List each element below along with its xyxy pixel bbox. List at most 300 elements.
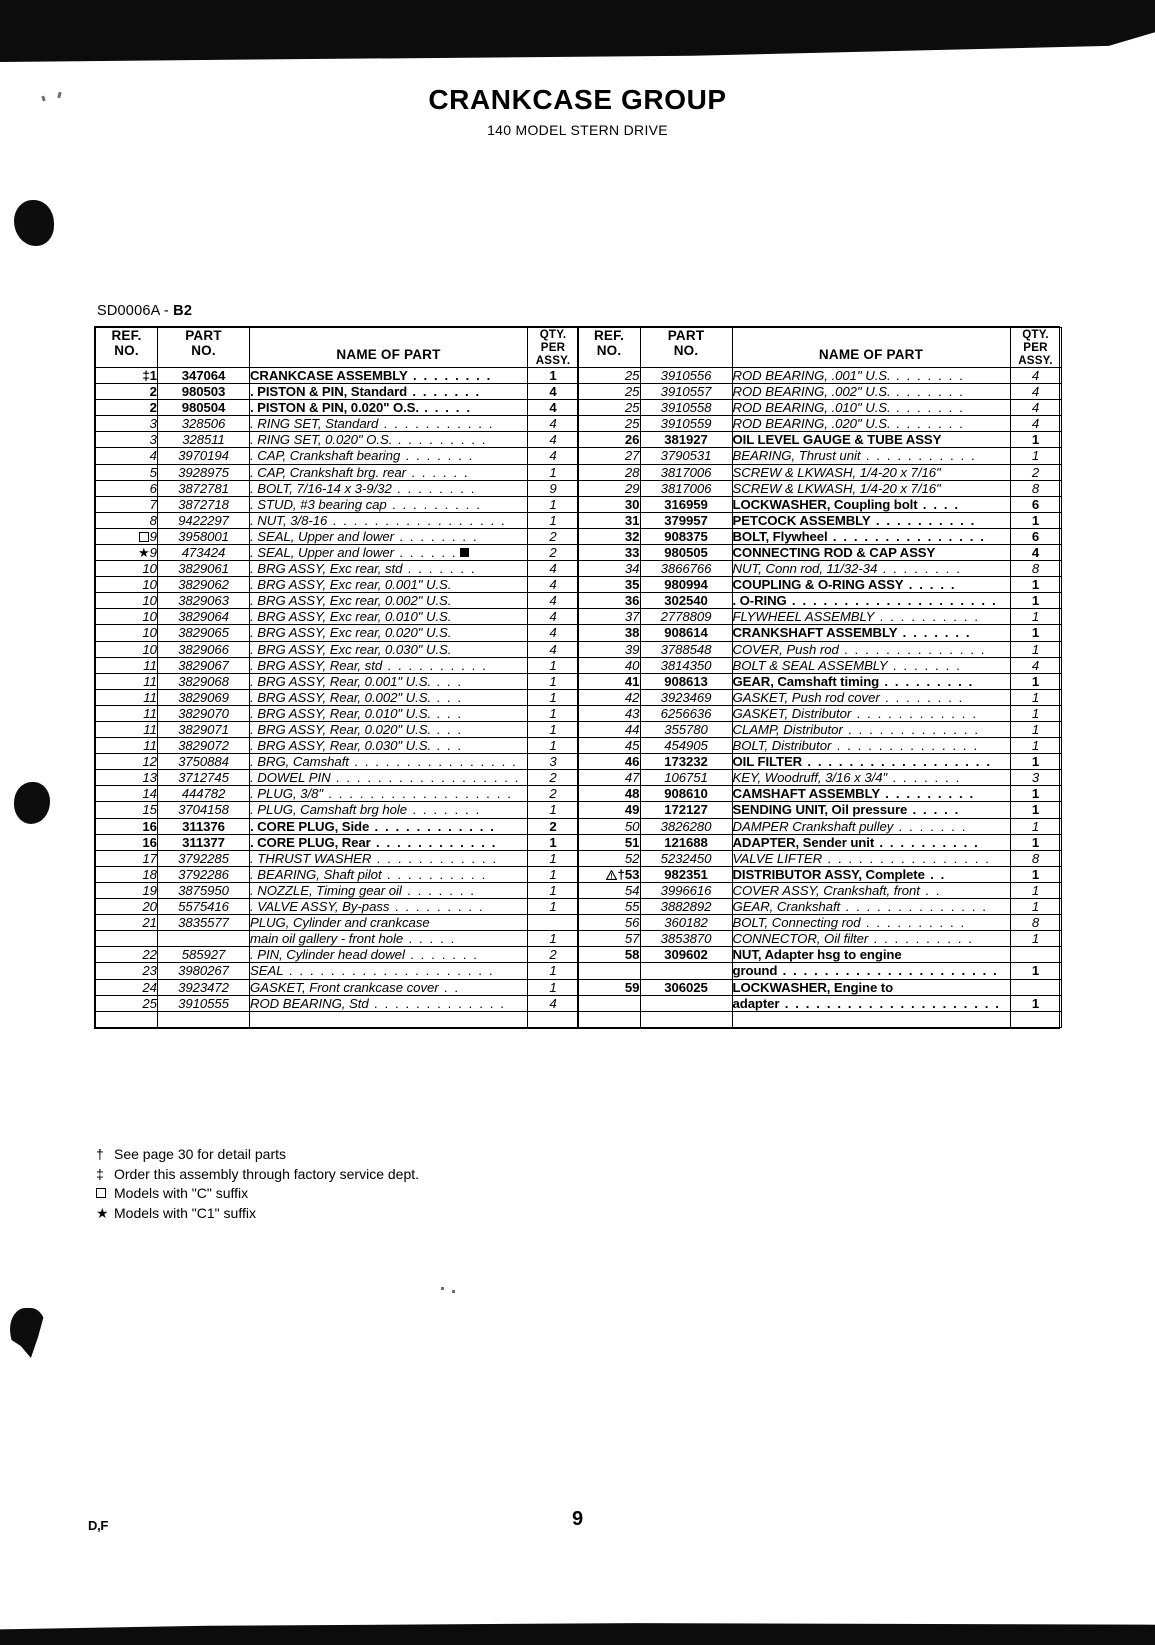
black-square-marker-icon	[460, 548, 469, 557]
cell-qty-per-assy: 1	[1010, 963, 1061, 979]
cell-name-of-part	[250, 866, 528, 882]
part-name-text: SCREW & LKWASH, 1/4-20 x 7/16"	[732, 480, 941, 496]
parts-table-row	[96, 577, 579, 593]
leader-dots: . . . . . . . . . . . .	[370, 834, 498, 850]
cell-qty-per-assy	[1010, 1011, 1061, 1027]
footnote-symbol-icon	[96, 1184, 114, 1204]
cell-part-no: 3704158	[158, 802, 250, 818]
part-name-text: SENDING UNIT, Oil pressure	[732, 802, 908, 818]
cell-qty-per-assy: 1	[1010, 577, 1061, 593]
cell-name-of-part	[732, 818, 1010, 834]
parts-table-row	[96, 915, 579, 931]
cell-name-of-part	[250, 496, 528, 512]
footnote-text: Models with "C1" suffix	[114, 1204, 256, 1221]
part-name-text: . NOZZLE, Timing gear oil	[250, 882, 402, 898]
cell-name-of-part	[250, 416, 528, 432]
leader-dots: . . . . . . . . . .	[874, 834, 980, 850]
cell-name-of-part	[250, 641, 528, 657]
column-header-qty-per-assy: QTY. PER ASSY.	[528, 328, 579, 368]
leader-dots: . . .	[431, 673, 463, 689]
cell-qty-per-assy: 1	[528, 464, 579, 480]
part-name-text: VALVE LIFTER	[732, 850, 823, 866]
leader-dots: . . . . . . . . . . . . . .	[840, 899, 988, 915]
cell-qty-per-assy: 2	[1010, 464, 1061, 480]
cell-ref-no: 20	[96, 899, 158, 915]
cell-part-no: 3910557	[640, 384, 732, 400]
part-name-text: adapter	[732, 995, 780, 1011]
parts-table-left-body	[96, 367, 579, 1027]
cell-name-of-part	[732, 1011, 1010, 1027]
cell-qty-per-assy: 1	[528, 512, 579, 528]
cell-name-of-part	[250, 931, 528, 947]
cell-qty-per-assy: 2	[528, 786, 579, 802]
parts-table-row	[578, 705, 1061, 721]
cell-name-of-part	[732, 673, 1010, 689]
part-name-text: GEAR, Camshaft timing	[732, 673, 880, 689]
cell-name-of-part	[732, 432, 1010, 448]
cell-name-of-part	[250, 432, 528, 448]
cell-ref-no: 27	[578, 448, 640, 464]
cell-part-no: 980504	[158, 400, 250, 416]
part-name-text: . BRG ASSY, Exc rear, 0.030" U.S.	[250, 641, 452, 657]
leader-dots: . . . . . . . . . . . . . . . .	[348, 754, 518, 770]
footnote-item	[96, 1204, 419, 1224]
detail-parts-dagger-icon: †	[617, 866, 625, 882]
leader-dots: . . . . . . .	[400, 448, 474, 464]
part-name-text: OIL FILTER	[732, 754, 803, 770]
parts-table-row	[96, 416, 579, 432]
cell-ref-no: 11	[96, 689, 158, 705]
cell-qty-per-assy: 1	[528, 722, 579, 738]
leader-dots: . . . . . . . . . . . .	[851, 705, 978, 721]
cell-ref-no: 26	[578, 432, 640, 448]
cell-qty-per-assy: 4	[528, 432, 579, 448]
cell-part-no: 3875950	[158, 882, 250, 898]
cell-part-no: 172127	[640, 802, 732, 818]
cell-name-of-part	[250, 400, 528, 416]
cell-ref-no: 45	[578, 738, 640, 754]
part-name-text: COVER, Push rod	[732, 641, 839, 657]
parts-table-row	[578, 367, 1061, 383]
cell-qty-per-assy: 1	[1010, 786, 1061, 802]
part-name-text: OIL LEVEL GAUGE & TUBE ASSY	[732, 432, 942, 448]
cell-name-of-part	[250, 770, 528, 786]
parts-table-row	[96, 834, 579, 850]
cell-ref-no: 59	[578, 979, 640, 995]
cell-name-of-part	[732, 754, 1010, 770]
part-name-text: . CORE PLUG, Side	[250, 818, 370, 834]
cell-ref-no: 2	[96, 384, 158, 400]
cell-part-no: 908614	[640, 625, 732, 641]
parts-table-row	[578, 464, 1061, 480]
cell-qty-per-assy: 1	[528, 657, 579, 673]
cell-ref-no: 2	[96, 400, 158, 416]
leader-dots: . . . . . . .	[890, 384, 965, 400]
cell-ref-no: 11	[96, 673, 158, 689]
parts-table-row	[96, 689, 579, 705]
cell-ref-no: 25	[578, 367, 640, 383]
cell-ref-no: 28	[578, 464, 640, 480]
part-name-text: ground	[732, 963, 778, 979]
cell-qty-per-assy: 1	[528, 689, 579, 705]
cell-qty-per-assy: 1	[1010, 641, 1061, 657]
cell-part-no: 3817006	[640, 464, 732, 480]
part-name-text: . VALVE ASSY, By-pass	[250, 899, 390, 915]
cell-ref-no: 13	[96, 770, 158, 786]
cell-qty-per-assy	[1010, 979, 1061, 995]
parts-table-row	[578, 963, 1061, 979]
figure-reference-suffix: B2	[173, 303, 193, 319]
cell-qty-per-assy: 1	[1010, 738, 1061, 754]
part-name-text: . PLUG, Camshaft brg hole	[250, 802, 408, 818]
cell-part-no	[640, 995, 732, 1011]
footnote-symbol-icon: ★	[96, 1204, 109, 1221]
cell-qty-per-assy: 1	[1010, 802, 1061, 818]
parts-table-row	[96, 512, 579, 528]
part-name-text: NUT, Conn rod, 11/32-34	[732, 561, 878, 577]
cell-ref-no: 18	[96, 866, 158, 882]
cell-part-no: 302540	[640, 593, 732, 609]
cell-ref-no: 7	[96, 496, 158, 512]
part-name-text: ROD BEARING, .002" U.S.	[732, 384, 891, 400]
footnote-text: Order this assembly through factory service dept.	[114, 1165, 420, 1182]
footnote-item	[96, 1165, 419, 1185]
leader-dots: . . . . . . .	[887, 657, 962, 673]
cell-part-no: 980505	[640, 544, 732, 560]
leader-dots: . . . . .	[907, 802, 960, 818]
cell-ref-no: 25	[578, 384, 640, 400]
page-title: CRANKCASE GROUP	[428, 84, 727, 115]
leader-dots: . . . . . . .	[407, 802, 481, 818]
parts-table-row	[96, 480, 579, 496]
cell-ref-no: 37	[578, 609, 640, 625]
cell-ref-no: 10	[96, 641, 158, 657]
cell-name-of-part	[732, 899, 1010, 915]
cell-name-of-part	[732, 689, 1010, 705]
cell-name-of-part	[250, 995, 528, 1011]
leader-dots: . . . .	[917, 496, 960, 512]
parts-table-row	[96, 528, 579, 544]
cell-qty-per-assy: 1	[528, 899, 579, 915]
cell-part-no: 3829068	[158, 673, 250, 689]
leader-dots: . . . . . . . .	[391, 480, 476, 496]
leader-dots: . . . . . . .	[887, 770, 961, 786]
parts-table-row	[578, 544, 1061, 560]
part-name-text: BOLT, Connecting rod	[732, 915, 861, 931]
cell-qty-per-assy: 8	[1010, 561, 1061, 577]
scan-artifact-blob	[14, 200, 54, 246]
cell-part-no: 3980267	[158, 963, 250, 979]
cell-name-of-part	[250, 673, 528, 689]
cell-name-of-part	[250, 561, 528, 577]
cell-ref-no: 57	[578, 931, 640, 947]
cell-qty-per-assy: 4	[1010, 367, 1061, 383]
cell-ref-no: 12	[96, 754, 158, 770]
part-name-text: . SEAL, Upper and lower	[250, 544, 394, 560]
cell-part-no: 381927	[640, 432, 732, 448]
leader-dots: . . . . .	[403, 931, 456, 947]
cell-part-no: 3882892	[640, 899, 732, 915]
cell-part-no: 3829066	[158, 641, 250, 657]
cell-name-of-part	[250, 689, 528, 705]
parts-table-row	[96, 561, 579, 577]
cell-name-of-part	[732, 480, 1010, 496]
cell-name-of-part	[732, 496, 1010, 512]
cell-ref-no: 48	[578, 786, 640, 802]
part-name-text: DAMPER Crankshaft pulley	[732, 818, 894, 834]
cell-name-of-part	[250, 979, 528, 995]
cell-name-of-part	[732, 802, 1010, 818]
cell-ref-no: 38	[578, 625, 640, 641]
cell-name-of-part	[250, 367, 528, 383]
cell-ref-no: 10	[96, 625, 158, 641]
parts-table-row	[578, 850, 1061, 866]
part-name-text: ROD BEARING, .001" U.S.	[732, 367, 891, 383]
parts-table-right-half	[577, 327, 1060, 1029]
leader-dots: . . . . . . . . . .	[860, 915, 966, 931]
cell-part-no	[158, 1011, 250, 1027]
cell-ref-no: 47	[578, 770, 640, 786]
cell-name-of-part	[250, 464, 528, 480]
cell-ref-no: 58	[578, 947, 640, 963]
cell-ref-no: 10	[96, 609, 158, 625]
cell-qty-per-assy: 1	[528, 866, 579, 882]
cell-ref-no: 40	[578, 657, 640, 673]
parts-table-row	[96, 673, 579, 689]
part-name-text: . CAP, Crankshaft bearing	[250, 448, 401, 464]
cell-qty-per-assy: 1	[1010, 625, 1061, 641]
cell-ref-no	[96, 931, 158, 947]
cell-name-of-part	[732, 512, 1010, 528]
cell-ref-no: 14	[96, 786, 158, 802]
cell-name-of-part	[732, 384, 1010, 400]
cell-ref-no: 29	[578, 480, 640, 496]
cell-qty-per-assy: 1	[1010, 899, 1061, 915]
cell-qty-per-assy	[528, 1011, 579, 1027]
part-name-text: BEARING, Thrust unit	[732, 448, 861, 464]
column-header-qty-per-assy: QTY. PER ASSY.	[1010, 328, 1061, 368]
cell-part-no: 982351	[640, 866, 732, 882]
cell-name-of-part	[250, 609, 528, 625]
leader-dots: . . .	[431, 689, 463, 705]
scan-artifact-speck	[452, 1290, 455, 1293]
cell-name-of-part	[250, 963, 528, 979]
parts-table-row	[96, 818, 579, 834]
cell-ref-no: 11	[96, 705, 158, 721]
part-name-text: . CORE PLUG, Rear	[250, 834, 371, 850]
cell-ref-no: 3	[96, 432, 158, 448]
cell-name-of-part	[250, 850, 528, 866]
cell-qty-per-assy: 1	[1010, 834, 1061, 850]
parts-table-row	[578, 995, 1061, 1011]
parts-table-row	[96, 544, 579, 560]
cell-part-no: 3750884	[158, 754, 250, 770]
cell-ref-no: 10	[96, 593, 158, 609]
cell-part-no: 980994	[640, 577, 732, 593]
parts-table-header-row-right	[578, 328, 1061, 368]
parts-table-row	[96, 400, 579, 416]
cell-part-no: 444782	[158, 786, 250, 802]
cell-name-of-part	[732, 705, 1010, 721]
cell-ref-no: 22	[96, 947, 158, 963]
cell-name-of-part	[732, 561, 1010, 577]
cell-name-of-part	[250, 915, 528, 931]
cell-ref-no: 8	[96, 512, 158, 528]
parts-table-row	[96, 432, 579, 448]
cell-qty-per-assy: 9	[528, 480, 579, 496]
cell-ref-no: 31	[578, 512, 640, 528]
part-name-text: GEAR, Crankshaft	[732, 899, 841, 915]
cell-ref-no: 56	[578, 915, 640, 931]
cell-part-no: 3853870	[640, 931, 732, 947]
cell-part-no: 3872781	[158, 480, 250, 496]
parts-table-row	[96, 995, 579, 1011]
cell-name-of-part	[732, 464, 1010, 480]
cell-name-of-part	[732, 593, 1010, 609]
part-name-text: . BRG, Camshaft	[250, 754, 349, 770]
cell-part-no: 3829069	[158, 689, 250, 705]
parts-table-row	[578, 480, 1061, 496]
part-name-text: . BRG ASSY, Rear, std	[250, 657, 383, 673]
cell-part-no: 3923472	[158, 979, 250, 995]
cell-name-of-part	[250, 705, 528, 721]
part-name-text: SCREW & LKWASH, 1/4-20 x 7/16"	[732, 464, 941, 480]
scan-artifact-top-bar	[0, 0, 1155, 62]
leader-dots: . . . . . . . . .	[386, 496, 482, 512]
cell-qty-per-assy: 1	[528, 673, 579, 689]
parts-table-row	[96, 657, 579, 673]
scan-artifact-bottom-bar	[0, 1619, 1155, 1645]
scan-artifact-speck	[441, 1287, 444, 1290]
part-name-text: SEAL	[250, 963, 284, 979]
leader-dots: . . . . . . . . . . . . . . . .	[822, 850, 991, 866]
cell-name-of-part	[732, 625, 1010, 641]
cell-ref-no: 33	[578, 544, 640, 560]
cell-part-no: 3910558	[640, 400, 732, 416]
parts-table-row	[578, 802, 1061, 818]
column-header-part-no: PART NO.	[158, 328, 250, 368]
cell-name-of-part	[250, 818, 528, 834]
cell-ref-no: 46	[578, 754, 640, 770]
cell-qty-per-assy: 1	[528, 496, 579, 512]
leader-dots: . . . . . . . . . .	[382, 657, 488, 673]
parts-table-row	[578, 770, 1061, 786]
cell-qty-per-assy: 1	[528, 705, 579, 721]
cell-name-of-part	[250, 754, 528, 770]
cell-part-no: 360182	[640, 915, 732, 931]
cell-qty-per-assy: 2	[528, 947, 579, 963]
cell-qty-per-assy: 4	[528, 995, 579, 1011]
footnote-text: See page 30 for detail parts	[114, 1146, 287, 1162]
cell-qty-per-assy: 1	[1010, 609, 1061, 625]
cell-ref-no: 35	[578, 577, 640, 593]
parts-table-header-row-left	[96, 328, 579, 368]
cell-qty-per-assy: 4	[528, 577, 579, 593]
cell-ref-no	[96, 1011, 158, 1027]
cell-ref-no: 55	[578, 899, 640, 915]
cell-part-no: 106751	[640, 770, 732, 786]
cell-qty-per-assy: 4	[528, 400, 579, 416]
parts-table-row	[578, 593, 1061, 609]
cell-ref-no	[578, 1011, 640, 1027]
footer-code: D,F	[88, 1518, 109, 1533]
cell-name-of-part	[250, 802, 528, 818]
cell-ref-no	[96, 528, 158, 544]
cell-part-no	[640, 1011, 732, 1027]
cell-qty-per-assy: 4	[1010, 400, 1061, 416]
part-name-text: . CAP, Crankshaft brg. rear	[250, 464, 406, 480]
cell-part-no: 454905	[640, 738, 732, 754]
cell-name-of-part	[732, 641, 1010, 657]
parts-table	[94, 326, 1060, 1029]
cell-part-no: 347064	[158, 367, 250, 383]
cell-name-of-part	[732, 850, 1010, 866]
cell-part-no: 3829072	[158, 738, 250, 754]
part-name-text: . BRG ASSY, Exc rear, 0.020" U.S.	[250, 625, 452, 641]
leader-dots: . . . . . . . . . . . . . . . . . . . . .	[779, 995, 1001, 1011]
model-c-suffix-icon	[139, 532, 149, 542]
cell-part-no: 379957	[640, 512, 732, 528]
warning-triangle-icon	[606, 870, 617, 880]
leader-dots: . . . . . . .	[407, 384, 481, 400]
part-name-text: . BRG ASSY, Exc rear, 0.002" U.S.	[250, 593, 452, 609]
cell-part-no: 328511	[158, 432, 250, 448]
leader-dots: . . . . . . . . . . . . .	[842, 722, 980, 738]
leader-dots: . . . . . . . . . . .	[378, 416, 495, 432]
cell-part-no: 2778809	[640, 609, 732, 625]
cell-qty-per-assy: 1	[1010, 866, 1061, 882]
part-name-text: ROD BEARING, .010" U.S.	[732, 400, 891, 416]
part-name-text: . BRG ASSY, Exc rear, std	[250, 561, 403, 577]
part-name-text: CONNECTING ROD & CAP ASSY	[732, 544, 936, 560]
cell-qty-per-assy: 1	[1010, 673, 1061, 689]
cell-qty-per-assy: 4	[528, 416, 579, 432]
part-name-text: . PISTON & PIN, Standard	[250, 384, 408, 400]
parts-table-row	[578, 400, 1061, 416]
cell-part-no: 3712745	[158, 770, 250, 786]
parts-table-spacer-row	[578, 1011, 1061, 1027]
cell-qty-per-assy: 4	[1010, 544, 1061, 560]
cell-ref-no: 4	[96, 448, 158, 464]
leader-dots: . . . . . . . .	[407, 367, 492, 383]
cell-name-of-part	[732, 577, 1010, 593]
cell-qty-per-assy: 6	[1010, 528, 1061, 544]
column-header-ref-no: REF. NO.	[96, 328, 158, 368]
cell-qty-per-assy: 2	[528, 544, 579, 560]
cell-part-no: 311376	[158, 818, 250, 834]
leader-dots: . . .	[431, 705, 463, 721]
leader-dots: . . . . . . .	[893, 818, 967, 834]
cell-name-of-part	[732, 947, 1010, 963]
cell-part-no: 3835577	[158, 915, 250, 931]
cell-part-no: 3872718	[158, 496, 250, 512]
parts-table-row	[96, 963, 579, 979]
leader-dots: . . . . . . .	[890, 400, 965, 416]
cell-ref-no: 3	[96, 416, 158, 432]
cell-part-no: 3814350	[640, 657, 732, 673]
cell-part-no: 3923469	[640, 689, 732, 705]
cell-qty-per-assy: 1	[1010, 705, 1061, 721]
part-name-text: . NUT, 3/8-16	[250, 512, 328, 528]
cell-qty-per-assy: 1	[528, 802, 579, 818]
parts-table-row	[578, 384, 1061, 400]
parts-table-row	[578, 577, 1061, 593]
parts-table-row	[578, 754, 1061, 770]
leader-dots: . . . . . . . . . . . .	[369, 818, 496, 834]
cell-name-of-part	[732, 931, 1010, 947]
parts-table-row	[578, 722, 1061, 738]
cell-ref-no: 21	[96, 915, 158, 931]
